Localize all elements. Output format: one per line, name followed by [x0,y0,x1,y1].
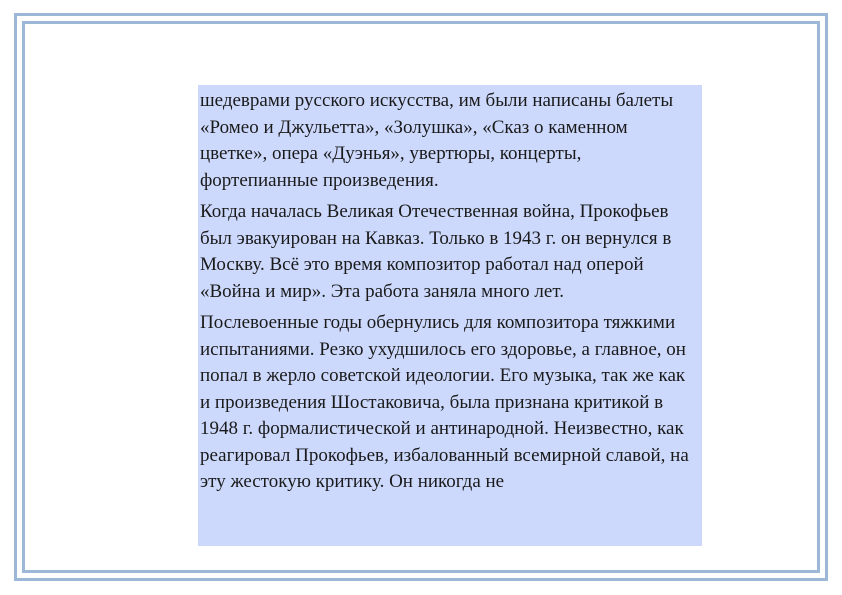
paragraph-2: Когда началась Великая Отечественная война, Прокофьев был эвакуирован на Кавказ. Только в 1943 г. он вернулся в Москву. Всё это время композитор работал над оперой «Война и мир». Эта работа заняла много лет. [200,201,672,302]
paragraph-3: Послевоенные годы обернулись для композитора тяжкими испытаниями. Резко ухудшилось его здоровье, а главное, он попал в жерло советской идеологии. Его музыка, так же как и произведения Шостаковича, была признана критикой в 1948 г. формалистической и антинародной. Неизвестно, как реагировал Прокофьев, избалованный всемирной славой, на эту жестокую критику. Он никогда не [200,312,689,492]
paragraph-1: шедеврами русского искусства, им были написаны балеты «Ромео и Джульетта», «Золушка», «Сказ о каменном цветке», опера «Дуэнья», увертюры, концерты, фортепианные произведения. [200,90,674,191]
text-box [198,85,702,546]
